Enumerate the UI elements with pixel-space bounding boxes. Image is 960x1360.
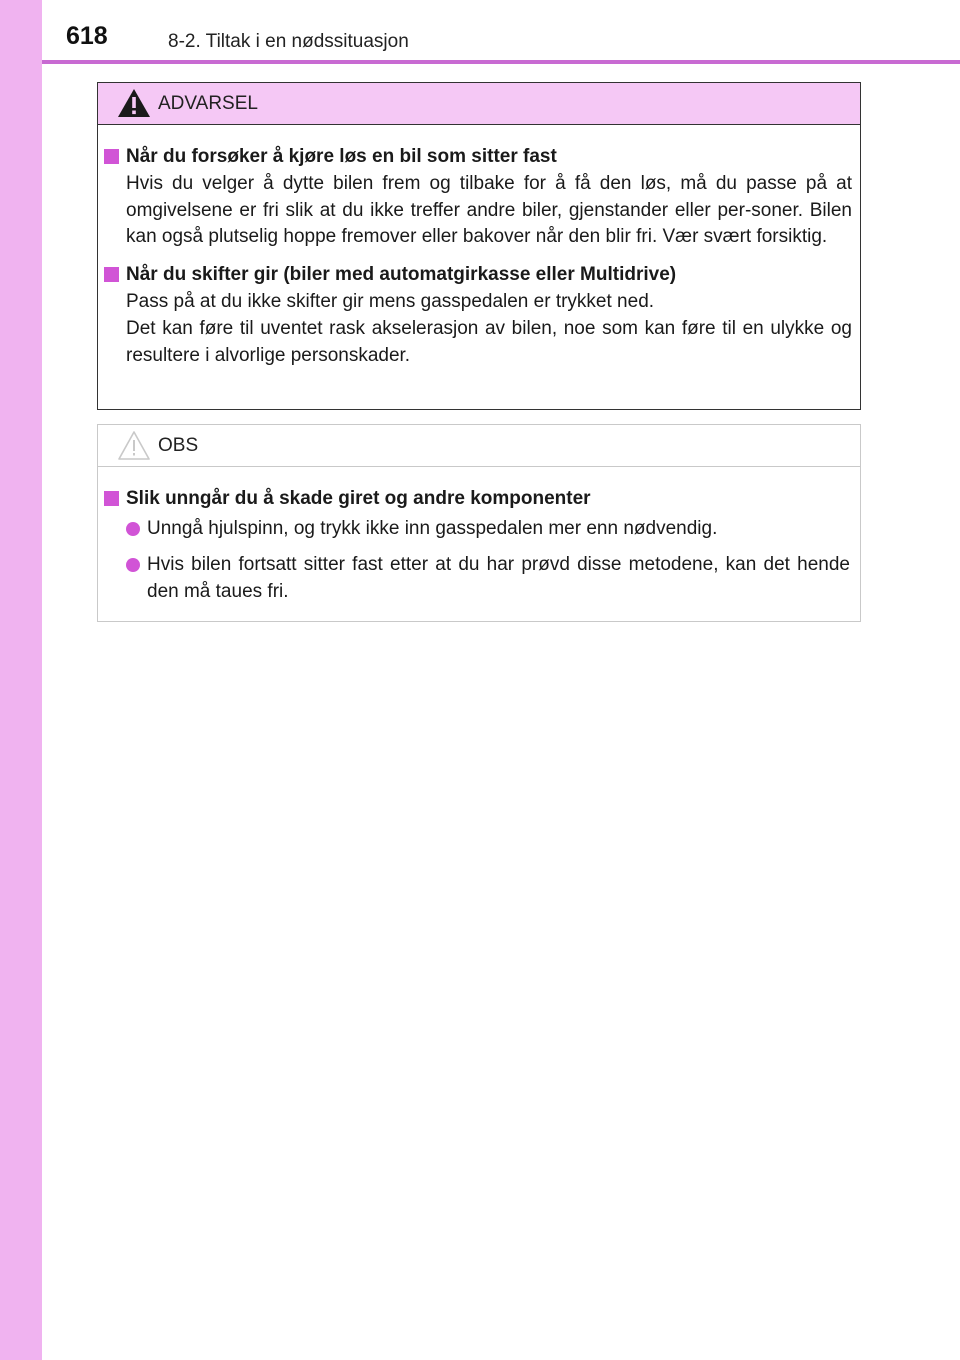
warning-entry <box>104 143 852 251</box>
warning-label: ADVARSEL <box>158 93 258 114</box>
warning-entry-text <box>104 289 852 370</box>
section-title: 8-2. Tiltak i en nødssituasjon <box>168 31 409 52</box>
round-bullet-icon <box>126 522 140 536</box>
list-item: Hvis bilen fortsatt sitter fast etter at du har prøvd disse metodene, kan det hende den må taues fri. <box>104 551 852 605</box>
paragraph: Det kan føre til uventet rask akselerasjon av bilen, noe som kan føre til en ulykke og resultere i alvorlige personskader. <box>126 318 852 366</box>
notice-box-body <box>98 467 860 605</box>
notice-entry-title: Slik unngår du å skade giret og andre komponenter <box>104 485 852 512</box>
warning-box-body <box>98 125 860 369</box>
notice-box <box>97 424 861 622</box>
page-number: 618 <box>66 22 108 50</box>
page-header <box>0 0 960 70</box>
paragraph: Pass på at du ikke skifter gir mens gasspedalen er trykket ned. <box>126 290 655 312</box>
notice-entry <box>104 485 852 605</box>
warning-entry-title: Når du skifter gir (biler med automatgirkasse eller Multidrive) <box>104 261 852 288</box>
notice-box-header <box>98 425 860 467</box>
caution-outline-triangle-icon <box>116 428 152 462</box>
warning-entry-title: Når du forsøker å kjøre løs en bil som sitter fast <box>104 143 852 170</box>
notice-label: OBS <box>158 435 199 456</box>
warning-entry <box>104 261 852 370</box>
square-bullet-icon <box>104 149 119 164</box>
square-bullet-icon <box>104 491 119 506</box>
side-color-strip <box>0 0 42 1360</box>
list-item: Unngå hjulspinn, og trykk ikke inn gasspedalen mer enn nødvendig. <box>104 515 852 542</box>
warning-entry-text <box>104 171 852 251</box>
round-bullet-icon <box>126 558 140 572</box>
square-bullet-icon <box>104 267 119 282</box>
warning-filled-triangle-icon <box>116 86 152 120</box>
paragraph: Hvis du velger å dytte bilen frem og tilbake for å få den løs, må du passe på at omgivelsene er fri slik at du ikke treffer andre biler, gjenstander eller per-soner. Bilen kan også plutselig hoppe fremover eller bakover når den blir fri. Vær svært forsiktig. <box>126 173 852 247</box>
header-rule <box>42 60 960 64</box>
warning-box-header <box>98 83 860 125</box>
warning-box <box>97 82 861 410</box>
